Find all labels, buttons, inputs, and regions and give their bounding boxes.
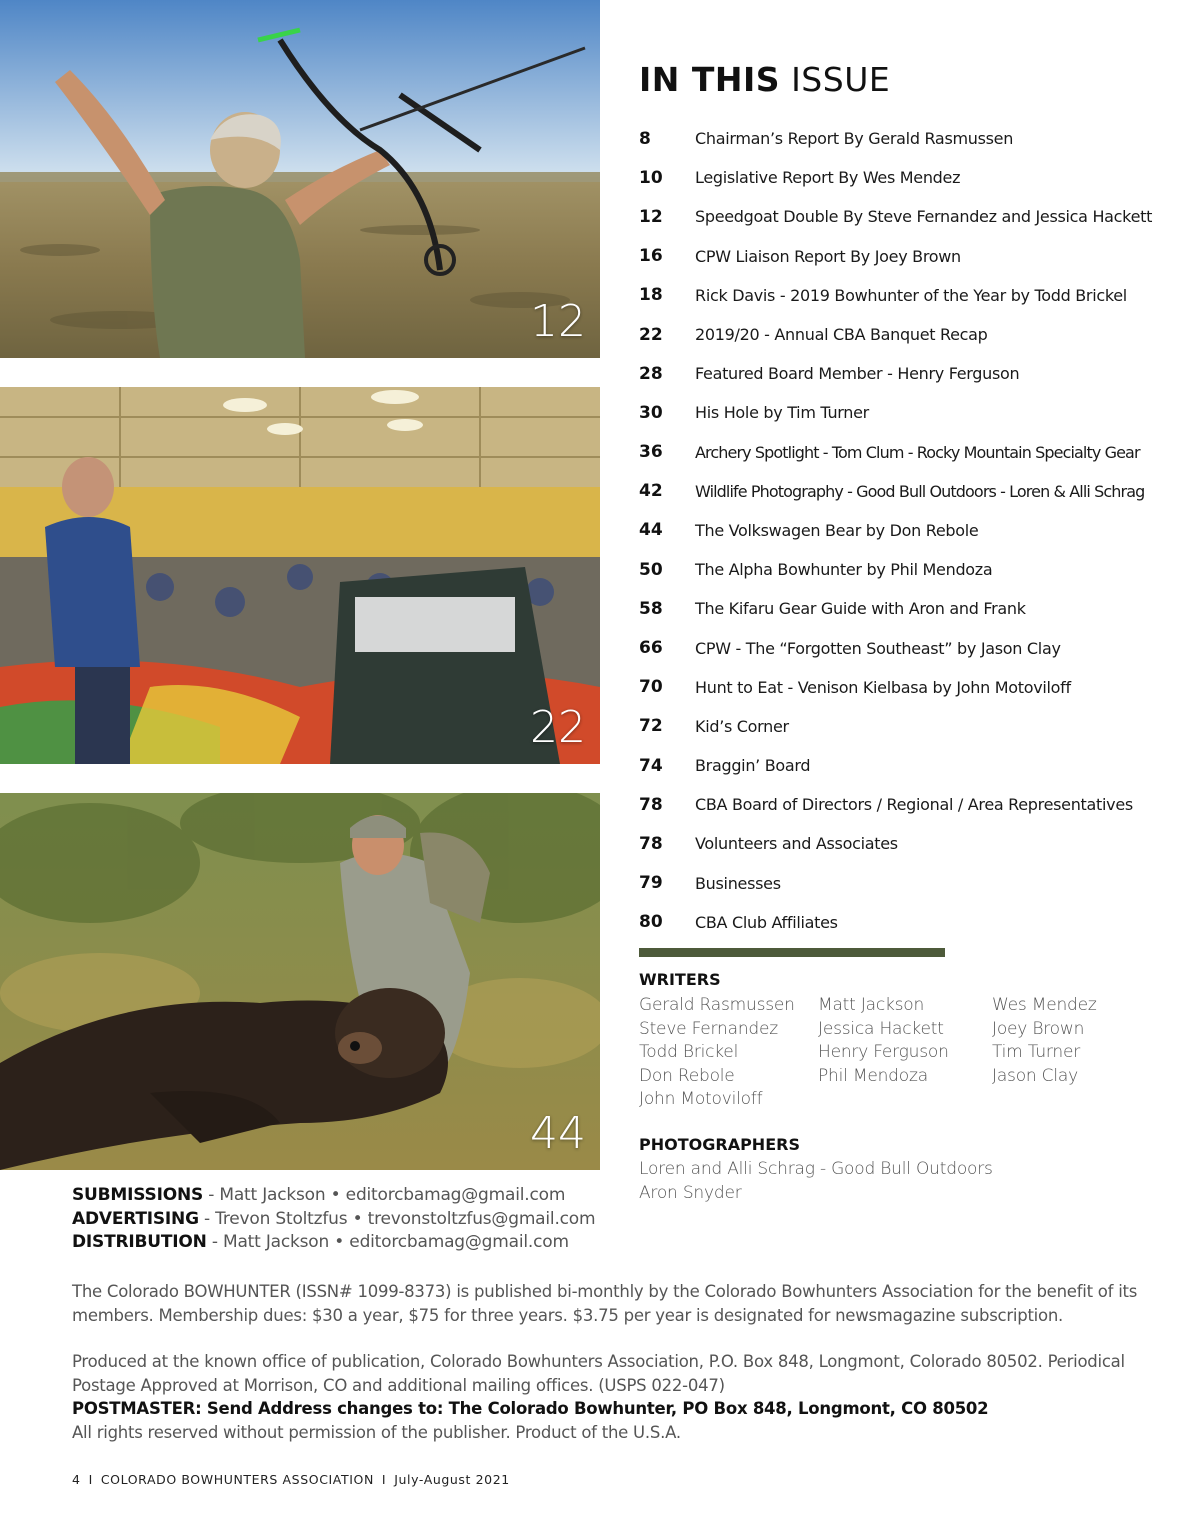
toc-page-number: 12 <box>639 206 663 227</box>
toc-page-number: 36 <box>639 442 663 463</box>
writer-name: Matt Jackson <box>818 995 925 1015</box>
publication-notice-text: The Colorado BOWHUNTER (ISSN# 1099-8373) is published bi-monthly by the Colorado Bowhunters Association for the benefit of its members. Membership dues: $30 a year, $75 for three years. $3.75 per year is designated for newsmagazine subscription. <box>72 1282 1138 1325</box>
toc-entry-title: Hunt to Eat - Venison Kielbasa by John Motoviloff <box>695 677 1071 697</box>
toc-entry-title: CBA Club Affiliates <box>695 912 838 932</box>
toc-title-light: ISSUE <box>791 60 891 99</box>
toc-entry-title: Wildlife Photography - Good Bull Outdoors - Loren & Alli Schrag <box>695 481 1145 501</box>
toc-page-number: 50 <box>639 559 663 580</box>
toc-entry[interactable] <box>639 628 1189 667</box>
contact-detail: - Matt Jackson • editorcbamag@gmail.com <box>203 1185 566 1205</box>
toc-entry-title: CPW - The “Forgotten Southeast” by Jason Clay <box>695 638 1061 658</box>
footer-page-number: 4 <box>72 1472 81 1487</box>
toc-page-number: 78 <box>639 794 663 815</box>
writer-name: Don Rebole <box>639 1065 735 1086</box>
toc-entry[interactable] <box>639 511 1189 550</box>
toc-entry-title: CPW Liaison Report By Joey Brown <box>695 246 961 266</box>
writer-name: Jessica Hackett <box>818 1018 944 1039</box>
toc-entry[interactable] <box>639 864 1189 903</box>
toc-entry[interactable] <box>639 550 1189 589</box>
office-notice <box>72 1350 1142 1444</box>
toc-entry[interactable] <box>639 158 1189 197</box>
archer-photo-illustration <box>0 0 600 358</box>
toc-entry-title: Archery Spotlight - Tom Clum - Rocky Mountain Specialty Gear <box>695 442 1140 462</box>
toc-page-number: 74 <box>639 755 663 776</box>
toc-entry[interactable] <box>639 393 1189 432</box>
photo-page-number: 12 <box>530 296 586 347</box>
toc-page-number: 8 <box>639 128 651 149</box>
toc-page-number: 70 <box>639 677 663 698</box>
writer-name: Wes Mendez <box>992 995 1097 1015</box>
writer-name: John Motoviloff <box>639 1089 763 1109</box>
writers-column <box>992 994 1097 1088</box>
footer-separator: I <box>381 1472 387 1487</box>
page-footer <box>72 1472 510 1487</box>
writers-column <box>639 994 795 1112</box>
photographer-name: Aron Snyder <box>639 1182 742 1203</box>
toc-entry[interactable] <box>639 197 1189 236</box>
toc-entry[interactable] <box>639 119 1189 158</box>
toc-entry-title: The Kifaru Gear Guide with Aron and Frank <box>695 599 1026 619</box>
toc-page-number: 79 <box>639 873 663 894</box>
toc-entry[interactable] <box>639 472 1189 511</box>
photographer-name: Loren and Alli Schrag - Good Bull Outdoors <box>639 1159 993 1179</box>
toc-entry[interactable] <box>639 354 1189 393</box>
photo-page-number: 44 <box>530 1108 586 1159</box>
writers-column <box>818 994 949 1088</box>
toc-entry[interactable] <box>639 589 1189 628</box>
toc-title <box>639 60 890 99</box>
toc-entry[interactable] <box>639 746 1189 785</box>
contact-label: ADVERTISING <box>72 1208 199 1229</box>
postmaster-notice: POSTMASTER: Send Address changes to: The Colorado Bowhunter, PO Box 848, Longmont, CO 80502 <box>72 1399 989 1418</box>
photographers-list <box>639 1158 993 1205</box>
toc-entry-title: Businesses <box>695 873 781 893</box>
writer-name: Joey Brown <box>992 1018 1085 1039</box>
toc-entry-title: Kid’s Corner <box>695 716 789 736</box>
toc-entry-title: Rick Davis - 2019 Bowhunter of the Year by Todd Brickel <box>695 285 1127 305</box>
toc-page-number: 22 <box>639 324 663 345</box>
photographers-heading: PHOTOGRAPHERS <box>639 1135 800 1154</box>
publication-notice <box>72 1280 1142 1327</box>
bear-photo-illustration <box>0 793 600 1170</box>
toc-page-number: 30 <box>639 402 663 423</box>
toc-page-number: 28 <box>639 363 663 384</box>
contact-advertising <box>72 1208 595 1232</box>
writer-name: Todd Brickel <box>639 1042 739 1062</box>
toc-page-number: 58 <box>639 598 663 619</box>
writer-name: Steve Fernandez <box>639 1018 778 1039</box>
contact-list <box>72 1184 595 1255</box>
toc-entry-title: The Volkswagen Bear by Don Rebole <box>695 520 979 540</box>
contact-detail: - Matt Jackson • editorcbamag@gmail.com <box>206 1232 569 1253</box>
toc-page-number: 78 <box>639 833 663 854</box>
banquet-photo-illustration <box>0 387 600 764</box>
writers-heading: WRITERS <box>639 970 721 989</box>
toc-page-number: 18 <box>639 285 663 306</box>
toc-page-number: 72 <box>639 716 663 737</box>
toc-entry-title: Volunteers and Associates <box>695 834 898 854</box>
writer-name: Gerald Rasmussen <box>639 995 795 1015</box>
writer-name: Henry Ferguson <box>818 1042 949 1062</box>
footer-issue: July-August 2021 <box>394 1472 510 1487</box>
photo-hunter-bear <box>0 793 600 1170</box>
writer-name: Jason Clay <box>992 1065 1078 1086</box>
photo-banquet-hall <box>0 387 600 764</box>
toc-title-bold: IN THIS <box>639 60 781 99</box>
toc-list <box>639 119 1189 942</box>
footer-separator: I <box>88 1472 93 1487</box>
toc-entry-title: His Hole by Tim Turner <box>695 403 869 423</box>
office-notice-text: Produced at the known office of publication, Colorado Bowhunters Association, P.O. Box 848, Longmont, Colorado 80502. Periodical Postage Approved at Morrison, CO and additional mailing offices. (USPS 022-047) <box>72 1352 1125 1395</box>
contact-submissions <box>72 1184 595 1208</box>
toc-entry-title: Chairman’s Report By Gerald Rasmussen <box>695 129 1014 149</box>
toc-entry-title: CBA Board of Directors / Regional / Area Representatives <box>695 795 1133 815</box>
toc-entry[interactable] <box>639 785 1189 824</box>
toc-page-number: 44 <box>639 520 663 541</box>
contact-distribution <box>72 1231 595 1255</box>
toc-entry-title: Featured Board Member - Henry Ferguson <box>695 364 1020 384</box>
toc-entry[interactable] <box>639 276 1189 315</box>
toc-page-number: 16 <box>639 246 663 267</box>
toc-page-number: 10 <box>639 167 663 188</box>
toc-page-number: 80 <box>639 912 663 933</box>
toc-entry[interactable] <box>639 707 1189 746</box>
writer-name: Tim Turner <box>992 1042 1081 1062</box>
toc-entry-title: Legislative Report By Wes Mendez <box>695 168 961 188</box>
contact-detail: - Trevon Stoltzfus • trevonstoltzfus@gmail.com <box>198 1208 596 1229</box>
toc-entry-title: 2019/20 - Annual CBA Banquet Recap <box>695 325 988 345</box>
photo-page-number: 22 <box>530 702 586 753</box>
toc-page-number: 42 <box>639 481 663 502</box>
toc-entry[interactable] <box>639 237 1189 276</box>
rights-notice: All rights reserved without permission of the publisher. Product of the U.S.A. <box>72 1422 681 1442</box>
toc-entry[interactable] <box>639 668 1189 707</box>
toc-entry-title: Speedgoat Double By Steve Fernandez and Jessica Hackett <box>695 207 1153 227</box>
toc-entry[interactable] <box>639 903 1189 942</box>
toc-page-number: 66 <box>639 638 663 659</box>
contact-label: DISTRIBUTION <box>72 1232 207 1253</box>
toc-entry[interactable] <box>639 433 1189 472</box>
toc-entry-title: The Alpha Bowhunter by Phil Mendoza <box>695 560 993 580</box>
contact-label: SUBMISSIONS <box>72 1185 204 1205</box>
toc-entry[interactable] <box>639 315 1189 354</box>
toc-entry[interactable] <box>639 824 1189 863</box>
toc-entry-title: Braggin’ Board <box>695 756 811 776</box>
section-divider <box>639 948 945 957</box>
footer-publication: COLORADO BOWHUNTERS ASSOCIATION <box>100 1472 374 1487</box>
writer-name: Phil Mendoza <box>818 1065 928 1086</box>
photo-archer-prairie <box>0 0 600 358</box>
